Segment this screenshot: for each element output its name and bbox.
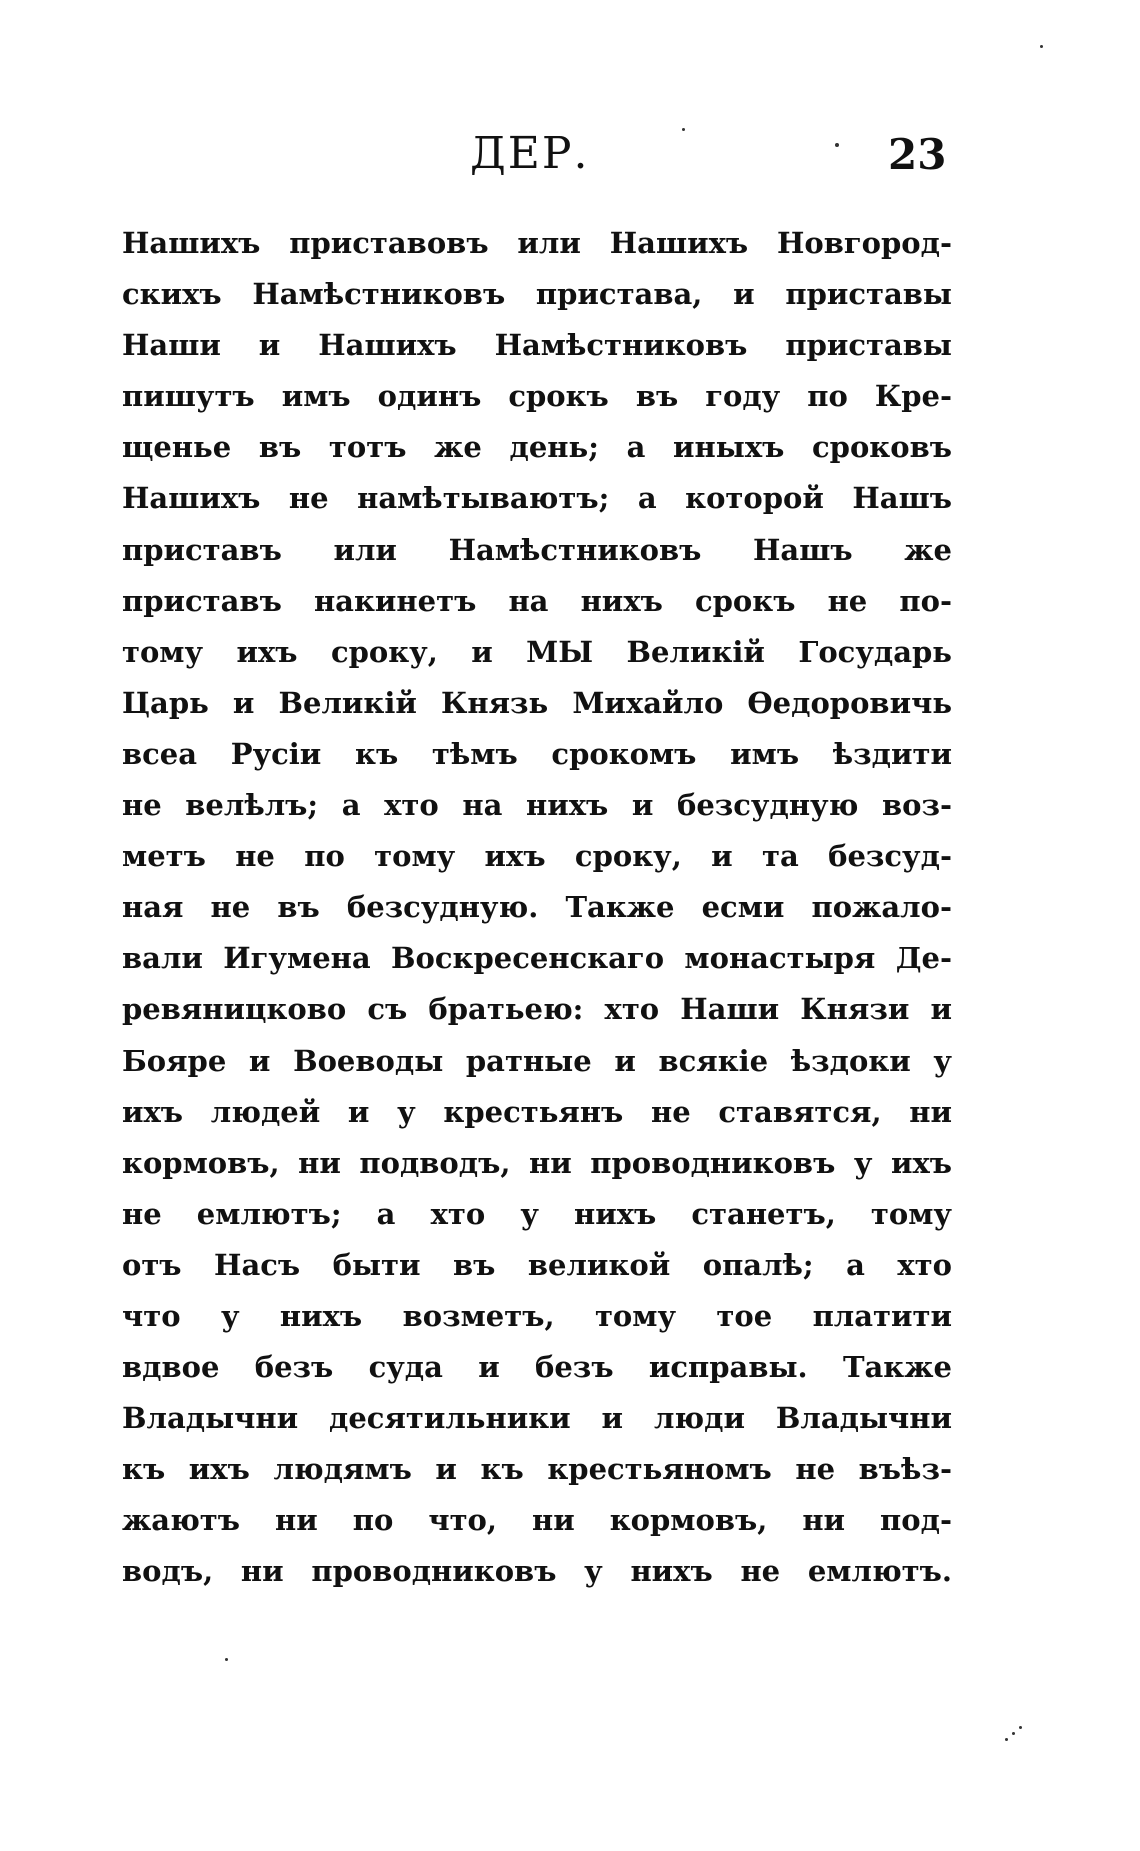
text-line: ревяницково съ братьею: хто Наши Князи и bbox=[122, 992, 952, 1027]
text-line: скихъ Намѣстниковъ пристава, и приставы bbox=[122, 277, 952, 312]
text-line: отъ Насъ быти въ великой опалѣ; а хто bbox=[122, 1247, 952, 1282]
text-line: щенье въ тотъ же день; а иныхъ сроковъ bbox=[122, 430, 952, 465]
text-line: Наши и Нашихъ Намѣстниковъ приставы bbox=[122, 328, 952, 363]
text-line: кормовъ, ни подводъ, ни проводниковъ у ихъ bbox=[122, 1145, 952, 1180]
text-line: жаютъ ни по что, ни кормовъ, ни под- bbox=[122, 1503, 952, 1538]
scan-speck bbox=[1005, 1738, 1008, 1741]
text-line: водъ, ни проводниковъ у нихъ не емлютъ. bbox=[122, 1554, 952, 1589]
scan-speck bbox=[1019, 1726, 1022, 1729]
text-line: всеа Русіи къ тѣмъ срокомъ имъ ѣздити bbox=[122, 736, 952, 771]
text-line: вали Игумена Воскресенскаго монастыря Де- bbox=[122, 941, 952, 976]
running-head: ДЕР. bbox=[470, 128, 590, 179]
text-line: не емлютъ; а хто у нихъ станетъ, тому bbox=[122, 1196, 952, 1231]
scan-speck bbox=[835, 143, 839, 147]
scan-speck bbox=[225, 1658, 228, 1661]
text-line: пишутъ имъ одинъ срокъ въ году по Кре- bbox=[122, 379, 952, 414]
scan-speck bbox=[1012, 1732, 1015, 1735]
scan-speck bbox=[682, 128, 685, 131]
text-line: Нашихъ не намѣтываютъ; а которой Нашъ bbox=[122, 481, 952, 516]
text-line: что у нихъ возметъ, тому тое платити bbox=[122, 1298, 952, 1333]
scan-speck bbox=[1040, 45, 1043, 48]
text-line: Нашихъ приставовъ или Нашихъ Новгород- bbox=[122, 226, 952, 260]
text-line: приставъ или Намѣстниковъ Нашъ же bbox=[122, 532, 952, 567]
text-line: ихъ людей и у крестьянъ не ставятся, ни bbox=[122, 1094, 952, 1129]
text-line: Бояре и Воеводы ратные и всякіе ѣздоки у bbox=[122, 1043, 952, 1078]
body-text bbox=[122, 218, 952, 1598]
page-number: 23 bbox=[888, 130, 947, 179]
text-line: тому ихъ сроку, и МЫ Великій Государь bbox=[122, 634, 952, 669]
text-line: къ ихъ людямъ и къ крестьяномъ не въѣз- bbox=[122, 1452, 952, 1487]
text-line: вдвое безъ суда и безъ исправы. Также bbox=[122, 1350, 952, 1385]
text-line: не велѣлъ; а хто на нихъ и безсудную воз- bbox=[122, 788, 952, 823]
text-line: приставъ накинетъ на нихъ срокъ не по- bbox=[122, 583, 952, 618]
text-line: Царь и Великій Князь Михайло Ѳедоровичь bbox=[122, 685, 952, 720]
text-line: Владычни десятильники и люди Владычни bbox=[122, 1401, 952, 1436]
text-line: ная не въ безсудную. Также есми пожало- bbox=[122, 890, 952, 925]
text-line: метъ не по тому ихъ сроку, и та безсуд- bbox=[122, 839, 952, 874]
